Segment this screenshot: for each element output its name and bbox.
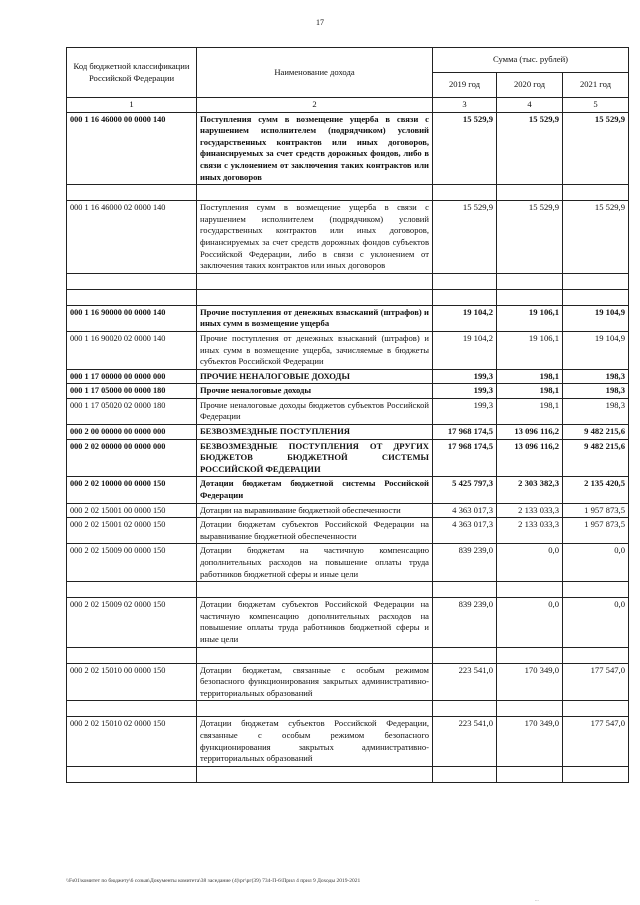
amount-2019-cell: 4 363 017,3: [433, 518, 497, 544]
amount-2021-cell: 19 104,9: [563, 305, 629, 331]
amount-2020-cell: 19 106,1: [497, 331, 563, 369]
empty-cell: [197, 185, 433, 201]
income-name-cell: Прочие неналоговые доходы: [197, 384, 433, 399]
empty-cell: [67, 701, 197, 717]
budget-code-cell: 000 1 17 05020 02 0000 180: [67, 398, 197, 424]
budget-code-cell: 000 1 16 90020 02 0000 140: [67, 331, 197, 369]
amount-2019-cell: 19 104,2: [433, 331, 497, 369]
amount-2019-cell: 17 968 174,5: [433, 425, 497, 440]
budget-code-cell: 000 2 02 15001 02 0000 150: [67, 518, 197, 544]
amount-2019-cell: 4 363 017,3: [433, 503, 497, 518]
budget-code-cell: 000 1 17 00000 00 0000 000: [67, 369, 197, 384]
table-row: [67, 503, 629, 518]
amount-2020-cell: 13 096 116,2: [497, 425, 563, 440]
income-name-cell: Прочие поступления от денежных взысканий (штрафов) и иных сумм в возмещение ущерба, зачисляемые в бюджеты субъектов Российской Федерации: [197, 331, 433, 369]
table-row: [67, 305, 629, 331]
empty-cell: [497, 289, 563, 305]
empty-cell: [563, 766, 629, 782]
amount-2020-cell: 0,0: [497, 544, 563, 582]
amount-2020-cell: 0,0: [497, 598, 563, 647]
amount-2020-cell: 19 106,1: [497, 305, 563, 331]
income-name-cell: Дотации бюджетам на частичную компенсацию дополнительных расходов на повышение оплаты труда работников бюджетной сферы и иные цели: [197, 544, 433, 582]
amount-2019-cell: 199,3: [433, 369, 497, 384]
empty-cell: [433, 289, 497, 305]
amount-2020-cell: 198,1: [497, 369, 563, 384]
table-row: [67, 598, 629, 647]
income-name-cell: Дотации бюджетам, связанные с особым режимом безопасного функционирования закрытых административно-территориальных образований: [197, 663, 433, 701]
empty-cell: [433, 766, 497, 782]
column-number: 1: [67, 98, 197, 113]
table-row: [67, 439, 629, 477]
empty-cell: [67, 647, 197, 663]
amount-2021-cell: 0,0: [563, 544, 629, 582]
empty-cell: [433, 185, 497, 201]
empty-cell: [67, 582, 197, 598]
row-spacer: [67, 701, 629, 717]
income-name-cell: Дотации бюджетам субъектов Российской Федерации на выравнивание бюджетной обеспеченности: [197, 518, 433, 544]
amount-2021-cell: 198,3: [563, 384, 629, 399]
row-spacer: [67, 647, 629, 663]
empty-cell: [67, 766, 197, 782]
income-name-cell: Дотации бюджетам бюджетной системы Российской Федерации: [197, 477, 433, 503]
empty-cell: [563, 289, 629, 305]
empty-cell: [497, 273, 563, 289]
budget-code-cell: 000 2 02 10000 00 0000 150: [67, 477, 197, 503]
budget-code-cell: 000 2 00 00000 00 0000 000: [67, 425, 197, 440]
amount-2021-cell: 15 529,9: [563, 201, 629, 274]
header-year-2021: 2021 год: [563, 73, 629, 98]
amount-2021-cell: 177 547,0: [563, 663, 629, 701]
row-spacer: [67, 289, 629, 305]
amount-2021-cell: 2 135 420,5: [563, 477, 629, 503]
empty-cell: [563, 582, 629, 598]
income-name-cell: Дотации бюджетам субъектов Российской Федерации, связанные с особым режимом безопасного функционирования закрытых административно-территориальных образований: [197, 717, 433, 766]
empty-cell: [197, 766, 433, 782]
empty-cell: [563, 185, 629, 201]
amount-2020-cell: 170 349,0: [497, 663, 563, 701]
amount-2020-cell: 198,1: [497, 398, 563, 424]
amount-2020-cell: 2 133 033,3: [497, 518, 563, 544]
amount-2021-cell: 177 547,0: [563, 717, 629, 766]
empty-cell: [497, 766, 563, 782]
header-code-column: Код бюджетной классификации Российской Федерации: [67, 48, 197, 98]
empty-cell: [497, 582, 563, 598]
table-row: [67, 477, 629, 503]
amount-2019-cell: 15 529,9: [433, 201, 497, 274]
footer-marks: ...: [535, 898, 539, 903]
amount-2021-cell: 1 957 873,5: [563, 518, 629, 544]
table-row: [67, 331, 629, 369]
amount-2020-cell: 15 529,9: [497, 112, 563, 185]
amount-2021-cell: 198,3: [563, 398, 629, 424]
amount-2021-cell: 9 482 215,6: [563, 425, 629, 440]
amount-2020-cell: 2 303 382,3: [497, 477, 563, 503]
amount-2019-cell: 199,3: [433, 384, 497, 399]
empty-cell: [497, 647, 563, 663]
amount-2019-cell: 19 104,2: [433, 305, 497, 331]
income-name-cell: ПРОЧИЕ НЕНАЛОГОВЫЕ ДОХОДЫ: [197, 369, 433, 384]
amount-2021-cell: 198,3: [563, 369, 629, 384]
footer-file-path: \\Fs01\комитет по бюджету\6 созыв\Документы комитета\38 заседание (4)\рг\рг(39) 734-П-6\Прил 4 прил 9 Доходы 2019-2021: [66, 878, 361, 884]
column-number-row: [67, 98, 629, 113]
amount-2019-cell: 223 541,0: [433, 717, 497, 766]
empty-cell: [197, 647, 433, 663]
amount-2020-cell: 198,1: [497, 384, 563, 399]
page-number: 17: [316, 18, 324, 27]
column-number: 3: [433, 98, 497, 113]
empty-cell: [67, 185, 197, 201]
table-row: [67, 384, 629, 399]
column-number: 4: [497, 98, 563, 113]
amount-2020-cell: 170 349,0: [497, 717, 563, 766]
empty-cell: [197, 273, 433, 289]
revenue-table: [66, 47, 629, 783]
empty-cell: [497, 701, 563, 717]
empty-cell: [197, 289, 433, 305]
amount-2019-cell: 839 239,0: [433, 598, 497, 647]
empty-cell: [563, 647, 629, 663]
header-sum-column: Сумма (тыс. рублей): [433, 48, 629, 73]
row-spacer: [67, 273, 629, 289]
header-year-2020: 2020 год: [497, 73, 563, 98]
amount-2019-cell: 223 541,0: [433, 663, 497, 701]
header-year-2019: 2019 год: [433, 73, 497, 98]
row-spacer: [67, 766, 629, 782]
row-spacer: [67, 185, 629, 201]
amount-2020-cell: 2 133 033,3: [497, 503, 563, 518]
budget-code-cell: 000 1 16 46000 02 0000 140: [67, 201, 197, 274]
empty-cell: [197, 701, 433, 717]
table-row: [67, 544, 629, 582]
budget-code-cell: 000 2 02 15001 00 0000 150: [67, 503, 197, 518]
income-name-cell: БЕЗВОЗМЕЗДНЫЕ ПОСТУПЛЕНИЯ: [197, 425, 433, 440]
empty-cell: [197, 582, 433, 598]
income-name-cell: Прочие неналоговые доходы бюджетов субъектов Российской Федерации: [197, 398, 433, 424]
empty-cell: [67, 289, 197, 305]
amount-2021-cell: 1 957 873,5: [563, 503, 629, 518]
empty-cell: [67, 273, 197, 289]
amount-2019-cell: 5 425 797,3: [433, 477, 497, 503]
budget-code-cell: 000 1 16 90000 00 0000 140: [67, 305, 197, 331]
table-row: [67, 663, 629, 701]
amount-2019-cell: 199,3: [433, 398, 497, 424]
amount-2021-cell: 19 104,9: [563, 331, 629, 369]
table-row: [67, 398, 629, 424]
empty-cell: [433, 582, 497, 598]
empty-cell: [563, 273, 629, 289]
income-name-cell: Поступления сумм в возмещение ущерба в связи с нарушением исполнителем (подрядчиком) условий государственных контрактов или иных договоров, финансируемых за счет средств дорожных фондов субъектов Российской Федерации, либо в связи с уклонением от заключения таких контрактов или иных договоров: [197, 201, 433, 274]
amount-2020-cell: 13 096 116,2: [497, 439, 563, 477]
table-row: [67, 369, 629, 384]
table-row: [67, 717, 629, 766]
budget-code-cell: 000 2 02 15010 02 0000 150: [67, 717, 197, 766]
income-name-cell: Прочие поступления от денежных взысканий (штрафов) и иных сумм в возмещение ущерба: [197, 305, 433, 331]
income-name-cell: Дотации на выравнивание бюджетной обеспеченности: [197, 503, 433, 518]
row-spacer: [67, 582, 629, 598]
amount-2021-cell: 15 529,9: [563, 112, 629, 185]
table-row: [67, 112, 629, 185]
table-row: [67, 425, 629, 440]
column-number: 2: [197, 98, 433, 113]
header-name-column: Наименование дохода: [197, 48, 433, 98]
budget-code-cell: 000 2 02 00000 00 0000 000: [67, 439, 197, 477]
budget-code-cell: 000 1 16 46000 00 0000 140: [67, 112, 197, 185]
empty-cell: [563, 701, 629, 717]
amount-2021-cell: 9 482 215,6: [563, 439, 629, 477]
amount-2019-cell: 839 239,0: [433, 544, 497, 582]
amount-2020-cell: 15 529,9: [497, 201, 563, 274]
amount-2019-cell: 15 529,9: [433, 112, 497, 185]
budget-code-cell: 000 2 02 15009 00 0000 150: [67, 544, 197, 582]
budget-code-cell: 000 2 02 15010 00 0000 150: [67, 663, 197, 701]
empty-cell: [433, 701, 497, 717]
income-name-cell: БЕЗВОЗМЕЗДНЫЕ ПОСТУПЛЕНИЯ ОТ ДРУГИХ БЮДЖЕТОВ БЮДЖЕТНОЙ СИСТЕМЫ РОССИЙСКОЙ ФЕДЕРАЦИИ: [197, 439, 433, 477]
empty-cell: [433, 273, 497, 289]
amount-2019-cell: 17 968 174,5: [433, 439, 497, 477]
budget-code-cell: 000 1 17 05000 00 0000 180: [67, 384, 197, 399]
empty-cell: [497, 185, 563, 201]
income-name-cell: Поступления сумм в возмещение ущерба в связи с нарушением исполнителем (подрядчиком) условий государственных контрактов или иных договоров, финансируемых за счет средств дорожных фондов, либо в связи с уклонением от заключения таких контрактов или иных договоров: [197, 112, 433, 185]
column-number: 5: [563, 98, 629, 113]
budget-code-cell: 000 2 02 15009 02 0000 150: [67, 598, 197, 647]
income-name-cell: Дотации бюджетам субъектов Российской Федерации на частичную компенсацию дополнительных расходов на повышение оплаты труда работников бюджетной сферы и иные цели: [197, 598, 433, 647]
amount-2021-cell: 0,0: [563, 598, 629, 647]
empty-cell: [433, 647, 497, 663]
table-row: [67, 201, 629, 274]
table-row: [67, 518, 629, 544]
